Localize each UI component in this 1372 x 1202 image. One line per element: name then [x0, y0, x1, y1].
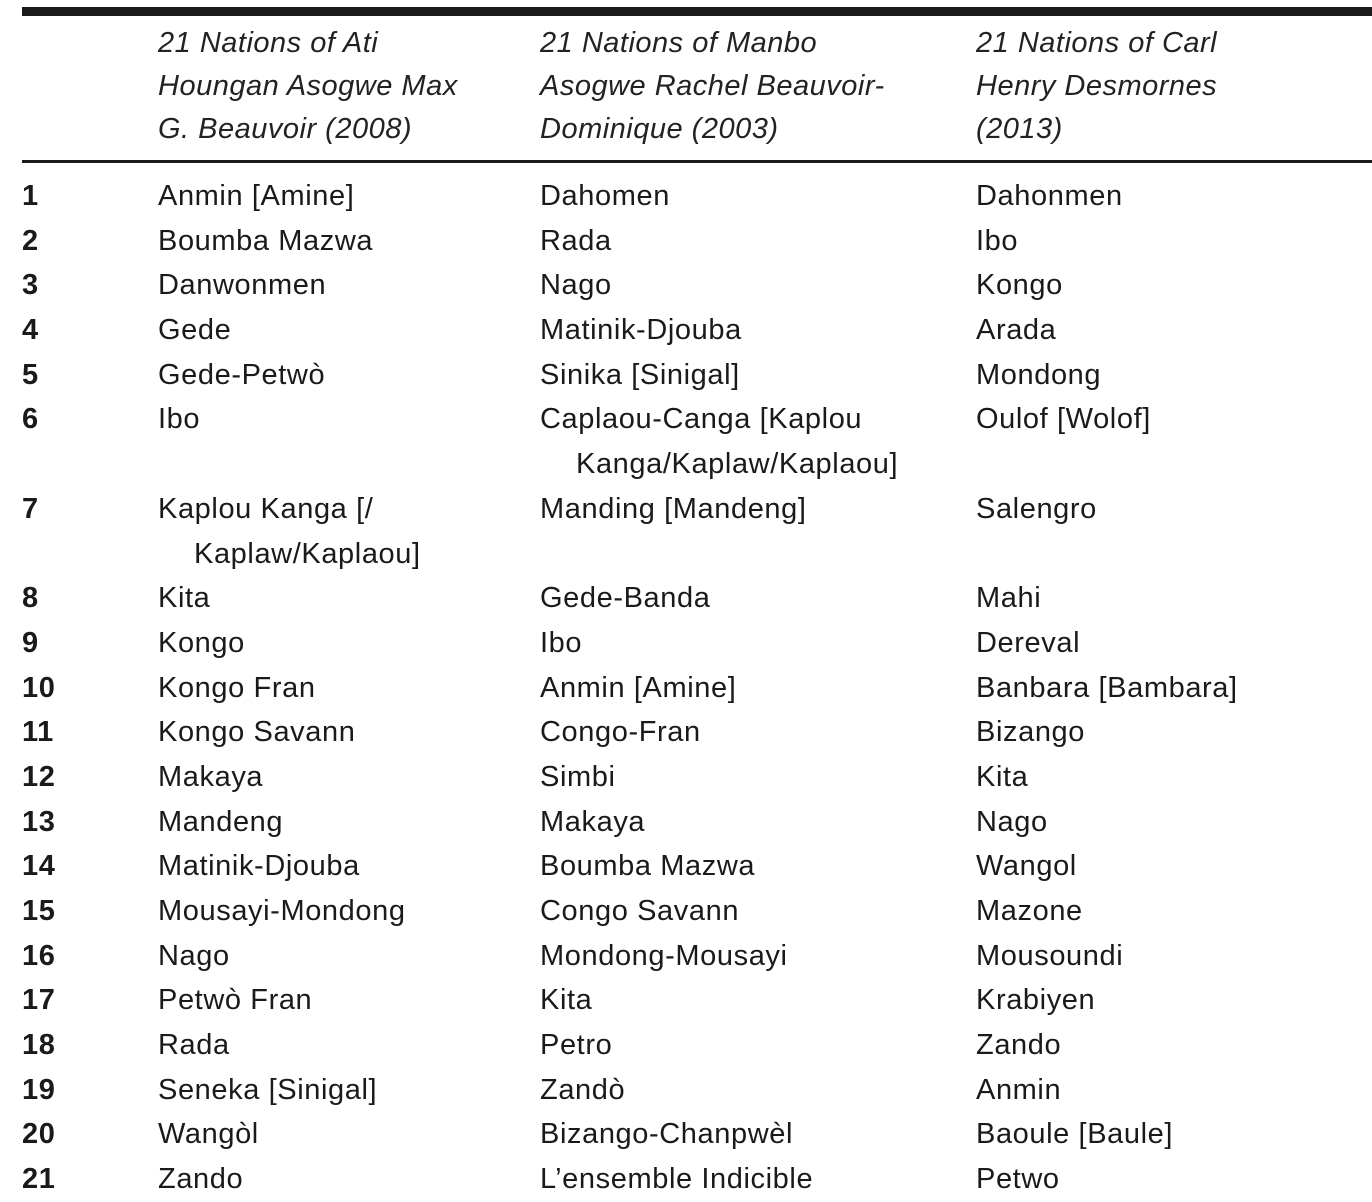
- table-cell-col2: [540, 666, 736, 711]
- cell-text: Petwo: [976, 1163, 1060, 1196]
- cell-text: Bizango: [976, 716, 1085, 749]
- table-row: [0, 219, 1372, 264]
- cell-text: Seneka [Sinigal]: [158, 1073, 378, 1106]
- row-number: 1: [22, 180, 39, 212]
- table-cell-col2: [540, 487, 807, 532]
- row-number: 14: [22, 850, 56, 883]
- row-number: 2: [22, 224, 39, 257]
- row-number: 9: [22, 626, 39, 659]
- column-header-1: [158, 22, 458, 151]
- cell-text: Zandò: [540, 1073, 626, 1106]
- column-header-line: 21 Nations of Carl: [976, 27, 1218, 59]
- cell-text: Oulof [Wolof]: [976, 403, 1151, 436]
- table-cell-col3: [976, 666, 1238, 711]
- table-cell-col3: [976, 710, 1085, 755]
- cell-text: Boumba Mazwa: [158, 224, 374, 257]
- column-header-line: Dominique (2003): [540, 113, 779, 145]
- cell-text: Kaplou Kanga [/: [158, 492, 374, 525]
- table-row: [0, 621, 1372, 666]
- table-cell-col1: [158, 1112, 259, 1157]
- table-cell-col1: [158, 263, 326, 308]
- cell-text: Nago: [540, 269, 612, 302]
- cell-text: Simbi: [540, 760, 616, 793]
- row-number: 8: [22, 582, 39, 615]
- table-cell-col1: [158, 1023, 230, 1068]
- table-cell-col3: [976, 397, 1151, 442]
- table-row: [0, 978, 1372, 1023]
- cell-text: Petwò Fran: [158, 984, 313, 1017]
- row-number: 19: [22, 1073, 56, 1106]
- table-row: [0, 1157, 1372, 1202]
- table-row: [0, 353, 1372, 398]
- table-cell-col2: [540, 1068, 625, 1113]
- table-row: [0, 576, 1372, 621]
- table-cell-col2: [540, 353, 740, 398]
- cell-text: Zando: [158, 1163, 244, 1196]
- table-cell-col2: [540, 263, 612, 308]
- table-cell-col2: [540, 1112, 793, 1157]
- header-bottom-rule: [22, 160, 1372, 163]
- table-cell-col1: [158, 487, 421, 576]
- table-cell-col1: [158, 844, 360, 889]
- cell-text: Gede-Banda: [540, 582, 711, 615]
- row-number: 18: [22, 1029, 56, 1062]
- cell-text: Ibo: [976, 224, 1019, 257]
- cell-text: Nago: [976, 805, 1048, 838]
- cell-text: Zando: [976, 1029, 1062, 1062]
- table-cell-col2: [540, 621, 582, 666]
- cell-text: Matinik-Djouba: [158, 850, 360, 883]
- table-cell-col3: [976, 219, 1018, 264]
- table-cell-col1: [158, 755, 263, 800]
- table-cell-col3: [976, 1023, 1061, 1068]
- table-row: [0, 800, 1372, 845]
- cell-text: Anmin [Amine]: [540, 671, 737, 704]
- row-number: 21: [22, 1163, 56, 1196]
- row-number: 4: [22, 314, 39, 347]
- table-row: [0, 487, 1372, 576]
- cell-text: Kongo Savann: [158, 716, 356, 749]
- column-header-line: Houngan Asogwe Max: [158, 70, 458, 102]
- table-row: [0, 844, 1372, 889]
- table-cell-col2: [540, 1157, 813, 1202]
- table-header: [0, 22, 1372, 157]
- column-header-line: Asogwe Rachel Beauvoir-: [540, 70, 885, 102]
- table-cell-col1: [158, 576, 210, 621]
- cell-text: Kongo: [976, 269, 1063, 302]
- table-row: [0, 397, 1372, 486]
- table-cell-col3: [976, 621, 1080, 666]
- table-cell-col1: [158, 174, 354, 219]
- table-cell-col1: [158, 666, 316, 711]
- column-header-2: [540, 22, 885, 151]
- table-cell-col2: [540, 397, 898, 486]
- table-row: [0, 755, 1372, 800]
- cell-text: Kongo: [158, 626, 245, 659]
- cell-text: Dahomen: [540, 180, 670, 212]
- table-row: [0, 934, 1372, 979]
- table-cell-col1: [158, 800, 283, 845]
- cell-text: Baoule [Baule]: [976, 1118, 1174, 1151]
- row-number: 11: [22, 716, 54, 749]
- table-cell-col3: [976, 755, 1028, 800]
- table-cell-col3: [976, 1157, 1060, 1202]
- table-row: [0, 666, 1372, 711]
- table-row: [0, 889, 1372, 934]
- cell-text: Kaplaw/Kaplaou]: [194, 537, 421, 570]
- table-cell-col1: [158, 889, 406, 934]
- cell-text: Mousoundi: [976, 939, 1124, 972]
- cell-text: Rada: [158, 1029, 230, 1062]
- cell-text: Ibo: [540, 626, 583, 659]
- cell-text: Bizango-Chanpwèl: [540, 1118, 794, 1151]
- cell-text: Kita: [976, 760, 1029, 793]
- cell-text: Boumba Mazwa: [540, 850, 756, 883]
- table-cell-col2: [540, 308, 742, 353]
- row-number: 6: [22, 403, 39, 436]
- column-header-line: G. Beauvoir (2008): [158, 113, 413, 145]
- cell-text: Ibo: [158, 403, 201, 436]
- table-row: [0, 308, 1372, 353]
- column-header-line: Henry Desmornes: [976, 70, 1218, 102]
- cell-text: Mondong: [976, 358, 1102, 391]
- table-cell-col2: [540, 755, 616, 800]
- row-number: 16: [22, 939, 56, 972]
- table-cell-col2: [540, 934, 788, 979]
- cell-text: Gede-Petwò: [158, 358, 326, 391]
- table-cell-col2: [540, 978, 592, 1023]
- table-row: [0, 263, 1372, 308]
- cell-text: Wangol: [976, 850, 1077, 883]
- table-cell-col2: [540, 889, 739, 934]
- cell-text: L’ensemble Indicible: [540, 1163, 814, 1196]
- table-cell-col1: [158, 621, 245, 666]
- cell-text: Nago: [158, 939, 230, 972]
- cell-text: Gede: [158, 314, 232, 347]
- cell-text: Congo-Fran: [540, 716, 701, 749]
- table-cell-col2: [540, 710, 701, 755]
- row-number: 13: [22, 805, 56, 838]
- row-number: 3: [22, 269, 39, 302]
- table-cell-col3: [976, 263, 1063, 308]
- row-number: 7: [22, 492, 39, 525]
- column-header-3: [976, 22, 1217, 151]
- table-cell-col1: [158, 308, 231, 353]
- cell-text: Anmin: [976, 1073, 1062, 1106]
- table-cell-col1: [158, 353, 325, 398]
- table-row: [0, 174, 1372, 219]
- table-cell-col2: [540, 219, 612, 264]
- table-cell-col2: [540, 800, 645, 845]
- table-cell-col1: [158, 397, 200, 442]
- table-cell-col3: [976, 353, 1101, 398]
- row-number: 20: [22, 1118, 56, 1151]
- table-row: [0, 710, 1372, 755]
- row-number: 17: [22, 984, 56, 1017]
- table-cell-col3: [976, 889, 1083, 934]
- table-row: [0, 1023, 1372, 1068]
- cell-text: Dereval: [976, 626, 1081, 659]
- row-number: 15: [22, 895, 56, 928]
- table-cell-col3: [976, 934, 1123, 979]
- cell-text: Dahonmen: [976, 180, 1123, 212]
- table-cell-col3: [976, 978, 1095, 1023]
- cell-text: Kita: [540, 984, 593, 1017]
- table-top-rule: [22, 7, 1372, 16]
- table-cell-col3: [976, 1112, 1173, 1157]
- table-cell-col2: [540, 174, 670, 219]
- cell-text: Wangòl: [158, 1118, 259, 1151]
- table-cell-col1: [158, 1157, 243, 1202]
- cell-text: Manding [Mandeng]: [540, 492, 807, 525]
- cell-text: Salengro: [976, 492, 1097, 525]
- row-number: 10: [22, 671, 56, 704]
- column-header-line: 21 Nations of Ati: [158, 27, 379, 59]
- cell-text: Caplaou-Canga [Kaplou: [540, 403, 863, 436]
- cell-text: Makaya: [158, 760, 264, 793]
- cell-text: Kita: [158, 582, 211, 615]
- cell-text: Mahi: [976, 582, 1042, 615]
- table-cell-col1: [158, 1068, 377, 1113]
- cell-text: Rada: [540, 224, 612, 257]
- table-cell-col3: [976, 174, 1123, 219]
- cell-text: Mandeng: [158, 805, 284, 838]
- cell-text: Petro: [540, 1029, 613, 1062]
- cell-text: Danwonmen: [158, 269, 327, 302]
- cell-text: Matinik-Djouba: [540, 314, 742, 347]
- cell-text: Makaya: [540, 805, 646, 838]
- table-body: [0, 174, 1372, 1202]
- table-cell-col1: [158, 710, 355, 755]
- cell-text: Mazone: [976, 895, 1083, 928]
- cell-text: Arada: [976, 314, 1057, 347]
- cell-text: Banbara [Bambara]: [976, 671, 1238, 704]
- table-cell-col1: [158, 978, 312, 1023]
- cell-text: Mondong-Mousayi: [540, 939, 788, 972]
- cell-text: Anmin [Amine]: [158, 180, 355, 212]
- table-row: [0, 1068, 1372, 1113]
- table-cell-col3: [976, 844, 1077, 889]
- table-cell-col2: [540, 1023, 612, 1068]
- cell-text: Congo Savann: [540, 895, 740, 928]
- table-cell-col3: [976, 487, 1097, 532]
- table-cell-col1: [158, 934, 230, 979]
- cell-text: Kanga/Kaplaw/Kaplaou]: [576, 448, 899, 481]
- table-cell-col2: [540, 844, 755, 889]
- cell-text: Kongo Fran: [158, 671, 316, 704]
- row-number: 5: [22, 358, 39, 391]
- table-cell-col3: [976, 800, 1048, 845]
- table-cell-col3: [976, 1068, 1061, 1113]
- table-cell-col3: [976, 576, 1041, 621]
- table-row: [0, 1112, 1372, 1157]
- cell-text: Krabiyen: [976, 984, 1096, 1017]
- column-header-line: 21 Nations of Manbo: [540, 27, 818, 59]
- row-number: 12: [22, 760, 56, 793]
- table-cell-col2: [540, 576, 710, 621]
- column-header-line: (2013): [976, 113, 1063, 145]
- cell-text: Mousayi-Mondong: [158, 895, 406, 928]
- cell-text: Sinika [Sinigal]: [540, 358, 740, 391]
- table-cell-col3: [976, 308, 1056, 353]
- table-cell-col1: [158, 219, 373, 264]
